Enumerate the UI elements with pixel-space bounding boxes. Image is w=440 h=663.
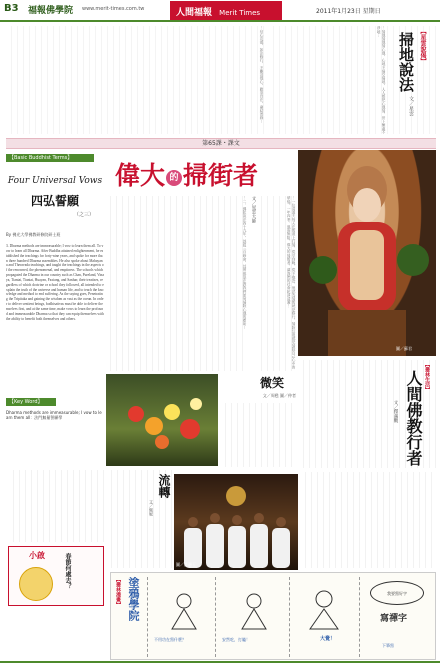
monk-awake-icon <box>304 587 344 631</box>
weixiao-text-block <box>220 403 296 467</box>
column-tag: 【星雲說偈】 <box>419 28 426 64</box>
lesson-author: 文／星雲大師 <box>251 196 256 223</box>
renjian-tag: 【叢林生活】 <box>424 362 430 392</box>
monk-sleeping-icon <box>236 591 272 631</box>
liuzhuan-title: 流轉 <box>157 474 171 498</box>
liuzhuan-author: 文／佩妮 <box>149 500 154 516</box>
paper-name: 福報佛學院 <box>28 6 74 16</box>
xiaoqi-icon <box>19 567 53 601</box>
speech-bubble <box>370 581 424 605</box>
comic-text-1: 不用功在寫什麼？ <box>154 637 186 642</box>
main-article <box>105 196 247 371</box>
comic-text-4: 下筆寫 <box>382 643 394 648</box>
liuzhuan-section <box>106 470 174 568</box>
site-url: www.merit-times.com.tw <box>82 6 145 12</box>
weixiao-author: 文／周甦 圖／仲者 <box>262 393 296 398</box>
monk-figure-icon <box>166 591 202 631</box>
right-lower-text <box>300 472 436 568</box>
lesson-banner <box>6 138 436 149</box>
comic-panel-3 <box>289 577 359 657</box>
guanyin-photo <box>298 150 436 356</box>
column-title: 掃地說法 <box>397 32 415 92</box>
issue-date: 2011年1月23日 星期日 <box>316 8 381 15</box>
lesson-number: 第65課・課文 <box>202 140 240 147</box>
top-article-block <box>6 26 264 134</box>
page-header <box>0 0 440 22</box>
xiaoqi-headline: 春節何處去？ <box>64 553 71 589</box>
top-article-text: …信心功德，如法修行，不離菩提心，歡喜自在，廣結善緣… <box>260 26 264 124</box>
lesson-title <box>115 156 295 190</box>
monks-icon <box>174 474 298 570</box>
top-right-column <box>268 26 436 134</box>
main-article-text: …二、佛陀說法四十九年，談經三百餘會，其實都是在教我們如何掃除心地的塵垢… <box>243 196 247 330</box>
renjian-author: 文／釋滿觀 <box>393 400 398 423</box>
top-right-text: …掃地掃地掃心地，心地不掃空掃地，人人都把心地掃，世上無處不淨地… <box>377 26 386 134</box>
english-body: 3. Dharma methods are immeasurable; I vow to learn them all. To vow to learn all Dharma. After Buddha attained enlightenment, he established the teachings for forty-nine years, and spoke for more than three hundred Dharma assemblies. He also spoke about Mahayana and Theravada teachings, and taught the teachings in the aspects of the renowned, the phenomenal, and emptiness. The schools which propagated the Dharma in our country such as Chan, Pureland, Vinaya, Tiantai, Tiantai, Huayan, Faxiang, and Sanlun; their treatises, regardless of which doctrine or school they followed, all intended to explain the truth of the universe and human life, and to teach the knowledge and method to end suffering. As the saying goes, Penetrating the Tripitaka and gaining the wisdom as vast as the ocean. In order to deliver sentient beings, bodhisattvas must be able to deliver themselves first, and at the same time, make vows to learn the profound and immeasurable Dharma so that they can equip themselves with the ability to benefit both themselves and others. <box>6 244 104 321</box>
xiaoqi-box <box>8 546 104 606</box>
logo-en: Merit Times <box>219 9 261 17</box>
term-label: 【Basic Buddhist Terms】 <box>6 154 94 162</box>
chinese-title: 四弘誓願 <box>30 194 79 208</box>
english-column <box>6 152 104 456</box>
renjian-section <box>298 360 436 468</box>
comic-tag: 【叢林漫畫】 <box>115 577 121 607</box>
page-code: B3 <box>4 3 19 14</box>
comic-title: 塗鴉學院 <box>127 577 140 621</box>
xiaoqi-label: 小啟 <box>29 551 45 560</box>
left-lower-text <box>8 470 104 542</box>
weixiao-title: 微笑 <box>259 376 284 390</box>
comic-text-3: 大覺！ <box>320 636 336 642</box>
lantern-photo <box>106 374 218 466</box>
masthead-logo <box>170 1 282 20</box>
key-word-label: 【Key Word】 <box>6 398 56 406</box>
zen-character: 寫禪字 <box>380 614 408 624</box>
key-word-text: Dharma methods are immeasurable; I vow to learn them all：法門無量誓願學 <box>6 410 102 421</box>
comic-text-2: 安然吃，打瞌！ <box>222 637 250 642</box>
monks-photo <box>174 474 298 570</box>
lesson-title-part2: 掃街者 <box>183 161 259 190</box>
lesson-body-text: …一位清道夫每天在街道上打掃，從早到晚，從不抱怨，他認為掃街就是修行，掃除垃圾就是掃除自己心中的煩惱。一年四季，風雨無阻，偉大的掃街者，讓我們的社會乾淨清潔… <box>287 196 296 369</box>
statue-icon <box>298 150 436 356</box>
comic-strip <box>110 572 436 660</box>
logo-cn: 人間福報 <box>176 8 213 18</box>
lesson-title-part1: 偉大 <box>115 161 166 190</box>
lesson-title-mid: 的 <box>166 170 182 186</box>
byline: By 佛光大學佛教研修院研士班 <box>6 232 61 237</box>
guanyin-caption: 圖／蘇君 <box>396 346 412 351</box>
column-author: 文／星雲 <box>408 96 414 116</box>
weixiao-section <box>220 374 296 466</box>
renjian-title: 人間佛教行者 <box>404 370 423 466</box>
comic-panel-2 <box>215 577 289 657</box>
lantern-icon <box>106 374 218 466</box>
english-title: Four Universal Vows <box>7 176 103 186</box>
speech-bubble-text: 我要寫好字 <box>387 591 407 596</box>
subtitle: （之三） <box>73 212 94 218</box>
comic-panel-4 <box>359 577 433 657</box>
lesson-body <box>256 196 296 371</box>
comic-panel-1 <box>147 577 215 657</box>
monks-caption: 圖／許蕙玉 <box>176 562 196 567</box>
